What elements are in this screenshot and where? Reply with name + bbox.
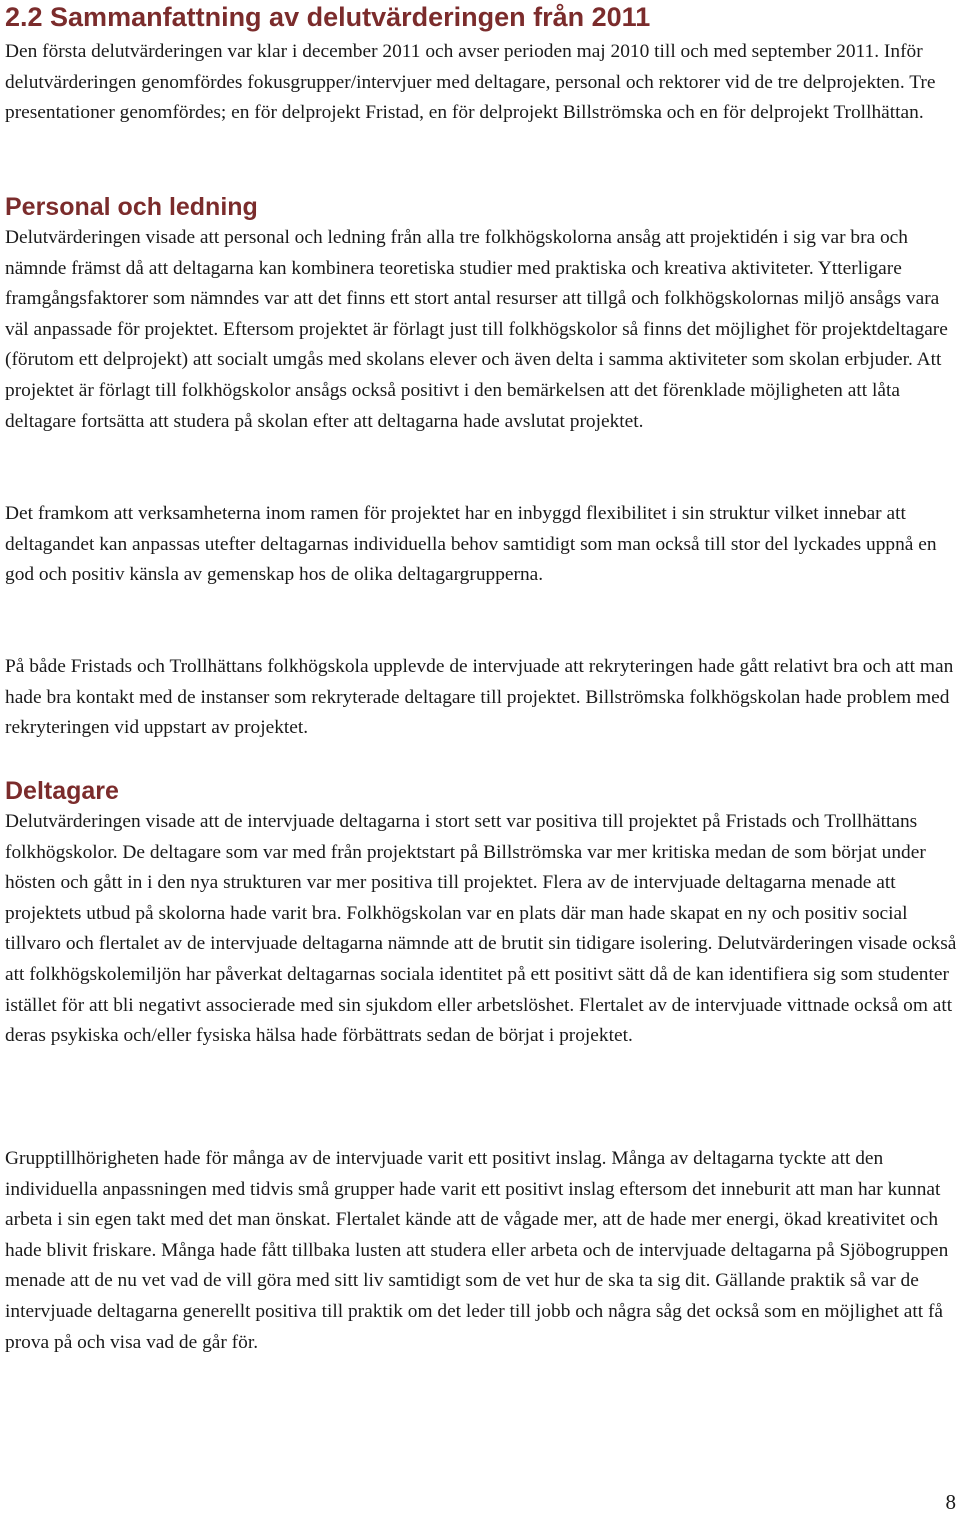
- personal-paragraph-1: Delutvärderingen visade att personal och ledning från alla tre folkhögskolorna ansåg att projektidén i sig var bra och nämnde främst då att deltagarna kan kombinera teoretiska studier med praktiska och kreativa aktiviteter. Ytterligare framgångsfaktorer som nämndes var att det finns ett stort antal resurser att tillgå och folkhögskolornas miljö ansågs vara väl anpassade för projektet. Eftersom projektet är förlagt just till folkhögskolor så finns det möjlighet för projektdeltagare (förutom ett delprojekt) att socialt umgås med skolans elever och även delta i samma aktiviteter som skolan erbjuder. Att projektet är förlagt till folkhögskolor ansågs också positivt i den bemärkelsen att det förenklade möjligheten att låta deltagare fortsätta att studera på skolan efter att deltagarna hade avslutat projektet.: [5, 227, 948, 432]
- intro-paragraph: Den första delutvärderingen var klar i december 2011 och avser perioden maj 2010 till och med september 2011. Inför delutvärderingen genomfördes fokusgrupper/intervjuer med deltagare, personal och rektorer vid de tre delprojekten. Tre presentationer genomfördes; en för delprojekt Fristad, en för delprojekt Billströmska och en för delprojekt Trollhättan.: [5, 41, 936, 124]
- page-number: 8: [945, 1490, 956, 1514]
- deltagare-paragraph-2: Grupptillhörigheten hade för många av de intervjuade varit ett positivt inslag. Många av deltagarna tyckte att den individuella anpassningen med tidvis små grupper hade varit ett positivt inslag eftersom det inneburit att man har kunnat arbeta i sin egen takt med det man önskat. Flertalet kände att de vågade mer, att de hade mer energi, ökad kreativitet och hade blivit friskare. Många hade fått tillbaka lusten att studera eller arbeta och de intervjuade deltagarna på Sjöbogruppen menade att de nu vet vad de vill göra med sitt liv samtidigt som de vet hur de ska ta sig dit. Gällande praktik så var de intervjuade deltagarna generellt positiva till praktik om det leder till jobb och några såg det också som en möjlighet att få prova på och visa vad de går för.: [5, 1148, 949, 1353]
- personal-heading: Personal och ledning: [5, 193, 258, 221]
- personal-paragraph-3: På både Fristads och Trollhättans folkhögskola upplevde de intervjuade att rekryteringen hade gått relativt bra och att man hade bra kontakt med de instanser som rekryterade deltagare till projektet. Billströmska folkhögskolan hade problem med rekryteringen vid uppstart av projektet.: [5, 656, 954, 739]
- personal-paragraph-2: Det framkom att verksamheterna inom ramen för projektet har en inbyggd flexibilitet i sin struktur vilket innebar att deltagandet kan anpassas utefter deltagarnas individuella behov samtidigt som man också till stor del lyckades uppnå en god och positiv känsla av gemenskap hos de olika deltagargrupperna.: [5, 503, 937, 586]
- deltagare-heading: Deltagare: [5, 777, 119, 805]
- section-title: 2.2 Sammanfattning av delutvärderingen från 2011: [5, 2, 651, 32]
- deltagare-paragraph-1: Delutvärderingen visade att de intervjuade deltagarna i stort sett var positiva till projektet på Fristads och Trollhättans folkhögskolor. De deltagare som var med från projektstart på Billströmska var mer kritiska medan de som börjat under hösten och gått in i den nya strukturen var mer positiva till projektet. Flera av de intervjuade deltagarna menade att projektets utbud på skolorna hade varit bra. Folkhögskolan var en plats där man hade skapat en ny och positiv social tillvaro och flertalet av de intervjuade deltagarna nämnde att de brutit sin tidigare isolering. Delutvärderingen visade också att folkhögskolemiljön har påverkat deltagarnas sociala identitet på ett positivt sätt då de kan identifiera sig som studenter istället för att bli negativt associerade med sin sjukdom eller arbetslöshet. Flertalet av de intervjuade vittnade också om att deras psykiska och/eller fysiska hälsa hade förbättrats sedan de börjat i projektet.: [5, 811, 957, 1047]
